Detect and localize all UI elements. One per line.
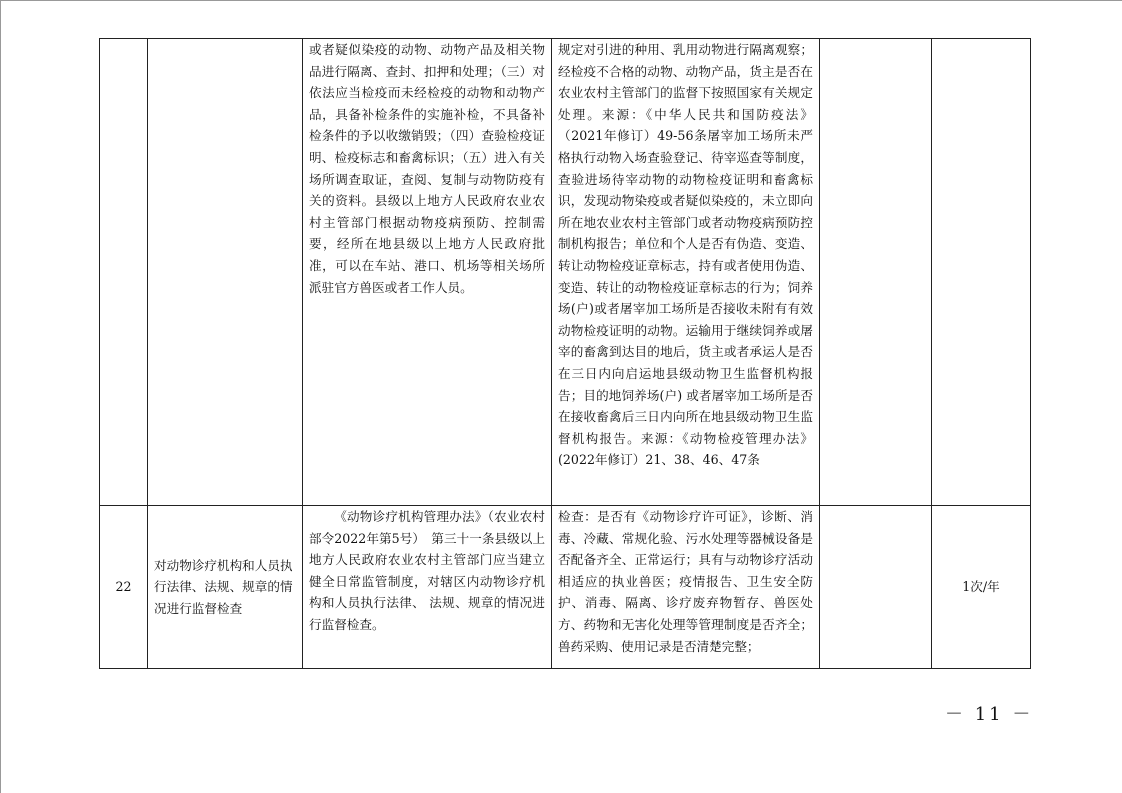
- table-row-22: [100, 506, 1031, 669]
- row-number-cell: 22: [100, 506, 148, 669]
- inspection-content-cell: 规定对引进的种用、乳用动物进行隔离观察；经检疫不合格的动物、动物产品，货主是否在农业农村主管部门的监督下按照国家有关规定处理。来源：《中华人民共和国防疫法》（2021年修订）49-56条屠宰加工场所未严格执行动物入场查验登记、待宰巡查等制度，查验进场待宰动物的动物检疫证明和畜禽标识，发现动物染疫或者疑似染疫的，未立即向所在地农业农村主管部门或者动物疫病预防控制机构报告；单位和个人是否有伪造、变造、转让动物检疫证章标志，持有或者使用伪造、变造、转让的动物检疫证章标志的行为；饲养场(户)或者屠宰加工场所是否接收未附有有效动物检疫证明的动物。运输用于继续饲养或屠宰的畜禽到达目的地后，货主或者承运人是否在三日内向启运地县级动物卫生监督机构报告；目的地饲养场(户) 或者屠宰加工场所是否在接收畜禽后三日内向所在地县级动物卫生监督机构报告。来源：《动物检疫管理办法》(2022年修订）21、38、46、47条: [552, 39, 820, 506]
- blank-cell: [820, 506, 932, 669]
- inspection-item-cell: 对动物诊疗机构和人员执行法律、法规、规章的情况进行监督检查: [148, 506, 303, 669]
- legal-basis-cell: [303, 506, 552, 669]
- page-edge-left: [0, 0, 1, 793]
- inspection-content-cell: 检查：是否有《动物诊疗许可证》，诊断、消毒、冷藏、常规化验、污水处理等器械设备是否配备齐全、正常运行；具有与动物诊疗活动相适应的执业兽医；疫情报告、卫生安全防护、消毒、隔离、诊疗废弃物暂存、兽医处方、药物和无害化处理等管理制度是否齐全；兽药采购、使用记录是否清楚完整；: [552, 506, 820, 669]
- row-number-cell: [100, 39, 148, 506]
- frequency-cell: 1次/年: [932, 506, 1031, 669]
- blank-cell: [820, 39, 932, 506]
- legal-basis-text: 《动物诊疗机构管理办法》（农业农村部令2022年第5号） 第三十一条县级以上地方人民政府农业农村主管部门应当建立健全日常监管制度，对辖区内动物诊疗机构和人员执行法律、 法规、规章的情况进行监督检查。: [309, 509, 545, 632]
- legal-basis-cell: 或者疑似染疫的动物、动物产品及相关物品进行隔离、查封、扣押和处理；（三）对依法应当检疫而未经检疫的动物和动物产品，具备补检条件的实施补检，不具备补检条件的予以收缴销毁；（四）查验检疫证明、检疫标志和畜禽标识；（五）进入有关场所调查取证，查阅、复制与动物防疫有关的资料。县级以上地方人民政府农业农村主管部门根据动物疫病预防、控制需要，经所在地县级以上地方人民政府批准，可以在车站、港口、机场等相关场所派驻官方兽医或者工作人员。: [303, 39, 552, 506]
- inspection-item-cell: [148, 39, 303, 506]
- page-edge-top: [0, 0, 1122, 1]
- table-row-continued: [100, 39, 1031, 506]
- inspection-table: [99, 38, 1031, 669]
- page-number: － 11 －: [945, 704, 1034, 725]
- frequency-cell: [932, 39, 1031, 506]
